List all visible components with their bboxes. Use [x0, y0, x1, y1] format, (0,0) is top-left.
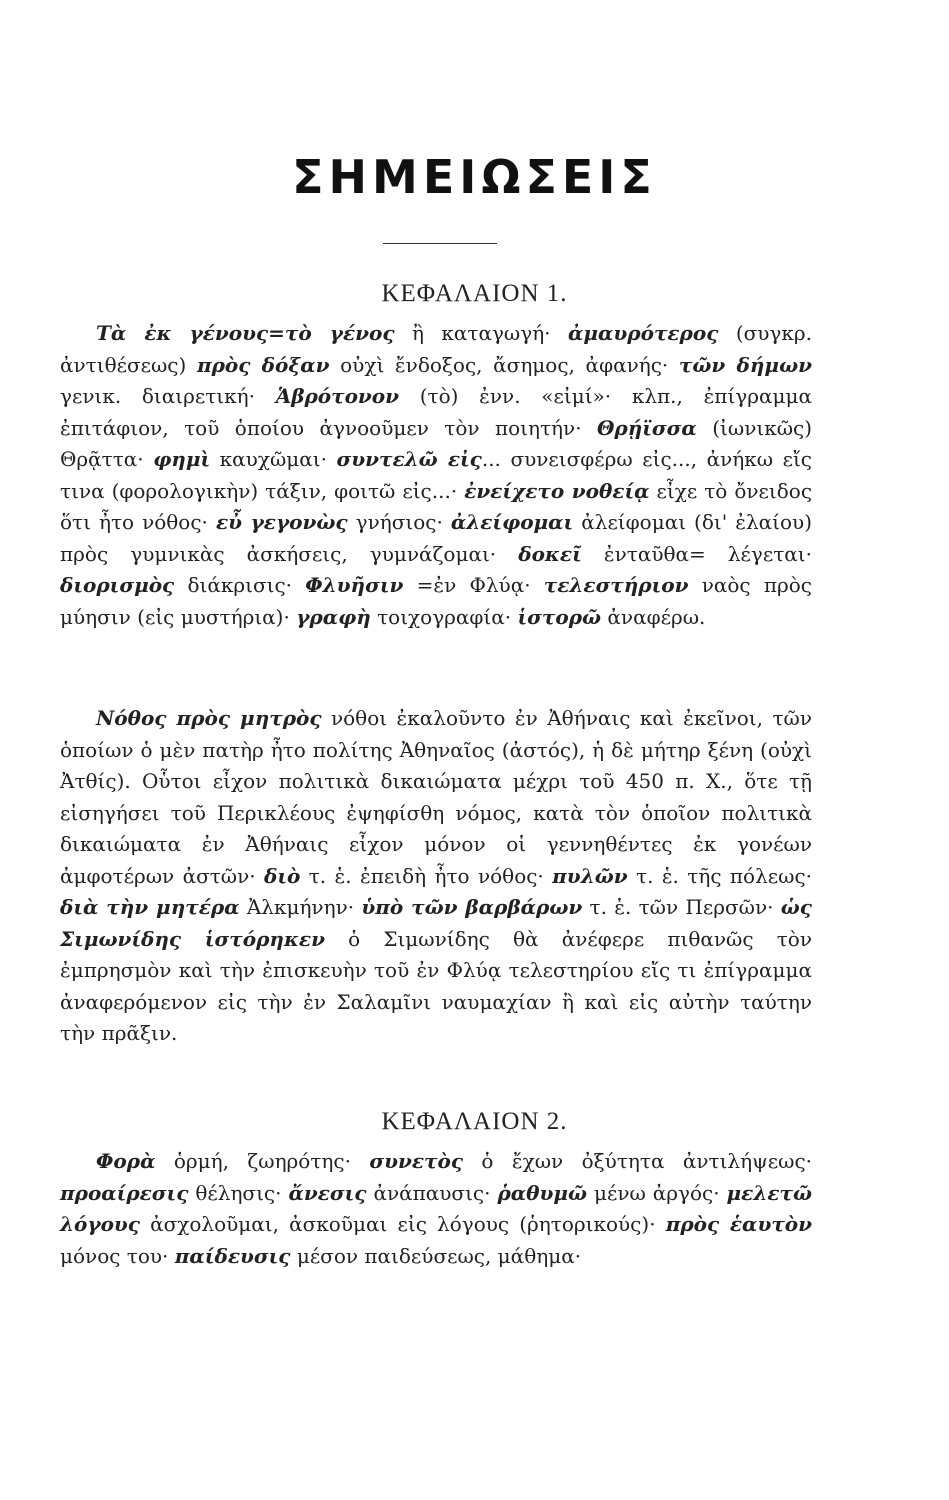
lemma-term: Τὰ ἐκ γένους=τὸ γένος [96, 321, 395, 345]
lemma-term: τελεστήριον [543, 573, 689, 597]
lemma-term: ἱστορῶ [517, 604, 602, 629]
lemma-term: Φλυῆσιν [305, 573, 404, 597]
gloss-text: ναὸς πρὸς μύησιν (εἰς μυστήρια)· [60, 573, 812, 629]
lemma-term: παίδευσις [174, 1243, 291, 1268]
lemma-term: δοκεῖ [518, 541, 582, 566]
lemma-term: ὑπὸ τῶν βαρβάρων [361, 895, 583, 919]
lemma-term: φημὶ [153, 447, 211, 471]
lemma-term: γραφὴ [296, 604, 371, 629]
gloss-text: γενικ. διαιρετική· [60, 384, 276, 408]
lemma-term: πυλῶν [552, 863, 628, 888]
gloss-text: ... συνεισφέρω εἰς..., ἀνήκω εἴς τινα (φορολογικὴν) τάξιν, φοιτῶ εἰς...· [60, 447, 812, 503]
lemma-term: πρὸς ἑαυτὸν [665, 1212, 812, 1236]
lemma-term: ῥαθυμῶ [497, 1180, 588, 1205]
gloss-text: τ. ἑ. τῆς πόλεως· [627, 863, 812, 888]
lemma-term: ἀμαυρότερος [568, 321, 719, 345]
gloss-text: μέσον παιδεύσεως, μάθημα· [290, 1243, 582, 1268]
gloss-text: εἶχε τὸ ὄνειδος ὅτι ἦτο νόθος· [60, 478, 813, 534]
gloss-text: τ. ἑ. ἐπειδὴ ἦτο νόθος· [300, 863, 553, 888]
gloss-text: γνήσιος· [347, 510, 451, 534]
gloss-text: =ἐν Φλύᾳ· [403, 573, 544, 597]
gloss-text: (τὸ) ἐνν. «εἰμί»· κλπ., ἐπίγραμμα ἐπιτάφιον, τοῦ ὁποίου ἀγνοοῦμεν τὸν ποιητήν· [60, 384, 813, 440]
lemma-term: ἐνείχετο νοθείᾳ [464, 478, 650, 503]
gloss-text: (συγκρ. ἀντιθέσεως) [60, 321, 813, 377]
chapter-2-paragraph-1 [60, 1146, 812, 1272]
gloss-text: διάκρισις· [174, 573, 306, 597]
gloss-text: Ἀλκμήνην· [239, 895, 362, 919]
gloss-text: ἢ καταγωγή· [394, 321, 568, 345]
lemma-term: Φορὰ [96, 1149, 156, 1173]
lemma-term: συντελῶ εἰς [336, 447, 482, 471]
lemma-term: εὖ γεγονὼς [215, 510, 348, 534]
lemma-term: συνετὸς [369, 1149, 464, 1173]
gloss-text: ἀνάπαυσις· [366, 1180, 498, 1205]
lemma-term: πρὸς δόξαν [196, 352, 330, 377]
gloss-text: ἀναφέρω. [601, 604, 706, 629]
chapter-2-heading: ΚΕΦΑΛΑΙΟΝ 2. [381, 1108, 568, 1135]
lemma-term: διορισμὸς [60, 573, 175, 597]
lemma-term: Νόθος πρὸς μητρὸς [96, 706, 322, 730]
page-title: ΣΗΜΕΙΩΣΕΙΣ [292, 150, 657, 204]
gloss-text: καυχῶμαι· [210, 447, 337, 471]
gloss-text: (ἰωνικῶς) Θρᾷττα· [60, 415, 813, 471]
gloss-text: ἀσχολοῦμαι, ἀσκοῦμαι εἰς λόγους (ῥητορικούς)· [139, 1212, 666, 1236]
gloss-text: ἀλείφομαι (δι' ἐλαίου) πρὸς γυμνικὰς ἀσκήσεις, γυμνάζομαι· [60, 510, 813, 566]
lemma-term: Ἁβρότονον [275, 384, 400, 408]
title-divider [383, 243, 497, 244]
gloss-text: τ. ἑ. τῶν Περσῶν· [582, 895, 781, 919]
gloss-text: ἐνταῦθα= λέγεται· [581, 541, 812, 566]
gloss-text: θέλησις· [188, 1180, 289, 1205]
lemma-term: Θρῄϊσσα [596, 415, 697, 440]
gloss-text: μένω ἀργός· [587, 1180, 727, 1205]
chapter-1-heading: ΚΕΦΑΛΑΙΟΝ 1. [381, 280, 568, 307]
gloss-text: ὁρμή, ζωηρότης· [155, 1149, 370, 1173]
lemma-term: διὰ τὴν μητέρα [60, 895, 240, 919]
lemma-term: μελετῶ λόγους [60, 1180, 813, 1236]
chapter-1-paragraph-2 [60, 703, 812, 1050]
gloss-text: ὁ ἔχων ὀξύτητα ἀντιλήψεως· [463, 1149, 813, 1173]
gloss-text: μόνος του· [60, 1243, 175, 1268]
lemma-term: προαίρεσις [60, 1180, 189, 1205]
lemma-term: τῶν δήμων [678, 352, 812, 377]
lemma-term: ἀλείφομαι [450, 510, 574, 534]
chapter-1-paragraph-1 [60, 318, 812, 633]
gloss-text: ὁ Σιμωνίδης θὰ ἀνέφερε πιθανῶς τὸν ἐμπρησμὸν καὶ τὴν ἐπισκευὴν τοῦ ἐν Φλύᾳ τελεστηρίου εἴς τι ἐπίγραμμα ἀναφερόμενον εἰς τὴν ἐν Σαλαμῖνι ναυμαχίαν ἢ καὶ εἰς αὐτὴν ταύτην τὴν πρᾶξιν. [60, 926, 812, 1045]
lemma-term: διὸ [264, 863, 301, 888]
gloss-text: νόθοι ἐκαλοῦντο ἐν Ἀθήναις καὶ ἐκεῖνοι, τῶν ὁποίων ὁ μὲν πατὴρ ἦτο πολίτης Ἀθηναῖος (ἀστός), ἡ δὲ μήτηρ ξένη (οὐχὶ Ἀτθίς). Οὗτοι εἶχον πολιτικὰ δικαιώματα μέχρι τοῦ 450 π. Χ., ὅτε τῇ εἰσηγήσει τοῦ Περικλέους ἐψηφίσθη νόμος, κατὰ τὸν ὁποῖον πολιτικὰ δικαιώματα ἐν Ἀθήναις εἶχον μόνον οἱ γεννηθέντες ἐκ γονέων ἀμφοτέρων ἀστῶν· [60, 706, 812, 888]
gloss-text: οὐχὶ ἔνδοξος, ἄσημος, ἀφανής· [329, 352, 679, 377]
lemma-term: ὡς Σιμωνίδης ἱστόρηκεν [60, 895, 812, 951]
gloss-text: τοιχογραφία· [370, 604, 518, 629]
lemma-term: ἄνεσις [288, 1180, 367, 1205]
